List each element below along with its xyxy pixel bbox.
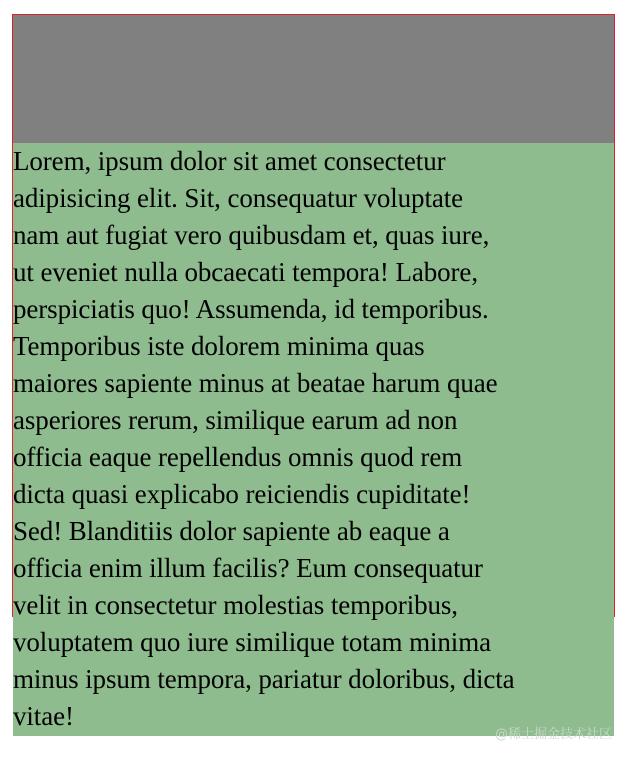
paragraph-line: adipisicing elit. Sit, consequatur voluptate [13,183,464,213]
paragraph-line: dicta quasi explicabo reiciendis cupiditate! [13,479,471,509]
paragraph-line: perspiciatis quo! Assumenda, id temporibus. [13,294,489,324]
paragraph-line: vitae! [13,701,74,731]
paragraph-line: officia enim illum facilis? Eum consequatur [13,553,483,583]
paragraph [13,143,614,736]
paragraph-line: Temporibus iste dolorem minima quas [13,331,425,361]
paragraph-line: maiores sapiente minus at beatae harum quae [13,368,498,398]
paragraph-line: nam aut fugiat vero quibusdam et, quas iure, [13,220,490,250]
paragraph-line: ut eveniet nulla obcaecati tempora! Labore, [13,257,478,287]
paragraph-line: Lorem, ipsum dolor sit amet consectetur [13,146,446,176]
watermark: @稀土掘金技术社区 [494,727,612,742]
paragraph-line: asperiores rerum, similique earum ad non [13,405,458,435]
paragraph-line: velit in consectetur molestias temporibus, [13,590,458,620]
paragraph-line: minus ipsum tempora, pariatur doloribus, dicta [13,664,515,694]
gray-block [13,15,614,143]
paragraph-line: voluptatem quo iure similique totam minima [13,627,491,657]
paragraph-line: officia eaque repellendus omnis quod rem [13,442,463,472]
paragraph-line: Sed! Blanditiis dolor sapiente ab eaque a [13,516,450,546]
